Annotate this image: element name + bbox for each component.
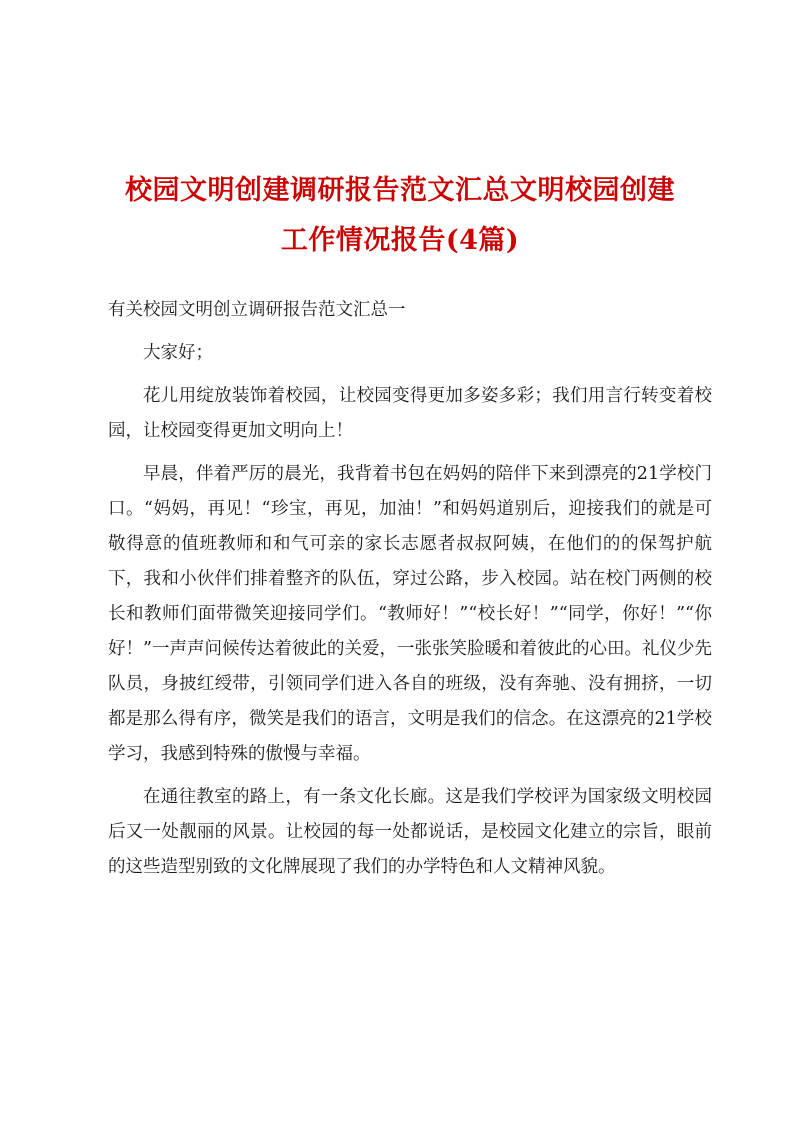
document-title [90,166,710,266]
document-title-line-1: 校园文明创建调研报告范文汇总文明校园创建 [125,175,675,206]
document-body [108,293,712,893]
body-paragraph: 早晨，伴着严厉的晨光，我背着书包在妈妈的陪伴下来到漂亮的21学校门口。“妈妈，再见！“珍宝，再见，加油！”和妈妈道别后，迎接我们的就是可敬得意的值班教师和和气可亲的家长志愿者叔叔阿姨，在他们的的保驾护航下，我和小伙伴们排着整齐的队伍，穿过公路，步入校园。站在校门两侧的校长和教师们面带微笑迎接同学们。“教师好！”“校长好！”“同学，你好！”“你好！”一声声问候传达着彼此的关爱，一张张笑脸暖和着彼此的心田。礼仪少先队员，身披红绶带，引领同学们进入各自的班级，没有奔驰、没有拥挤，一切都是那么得有序，微笑是我们的语言，文明是我们的信念。在这漂亮的21学校学习，我感到特殊的傲慢与幸福。 [108,464,712,764]
document-title-line-2: 工作情况报告(4篇) [280,225,520,256]
body-paragraph: 花儿用绽放装饰着校园，让校园变得更加多姿多彩；我们用言行转变着校园，让校园变得更加文明向上！ [108,386,712,441]
body-paragraph: 在通往教室的路上，有一条文化长廊。这是我们学校评为国家级文明校园后又一处靓丽的风景。让校园的每一处都说话，是校园文化建立的宗旨，眼前的这些造型别致的文化牌展现了我们的办学特色和人文精神风貌。 [108,787,712,877]
body-paragraph-greeting: 大家好； [143,343,213,363]
section-heading: 有关校园文明创立调研报告范文汇总一 [108,300,406,320]
